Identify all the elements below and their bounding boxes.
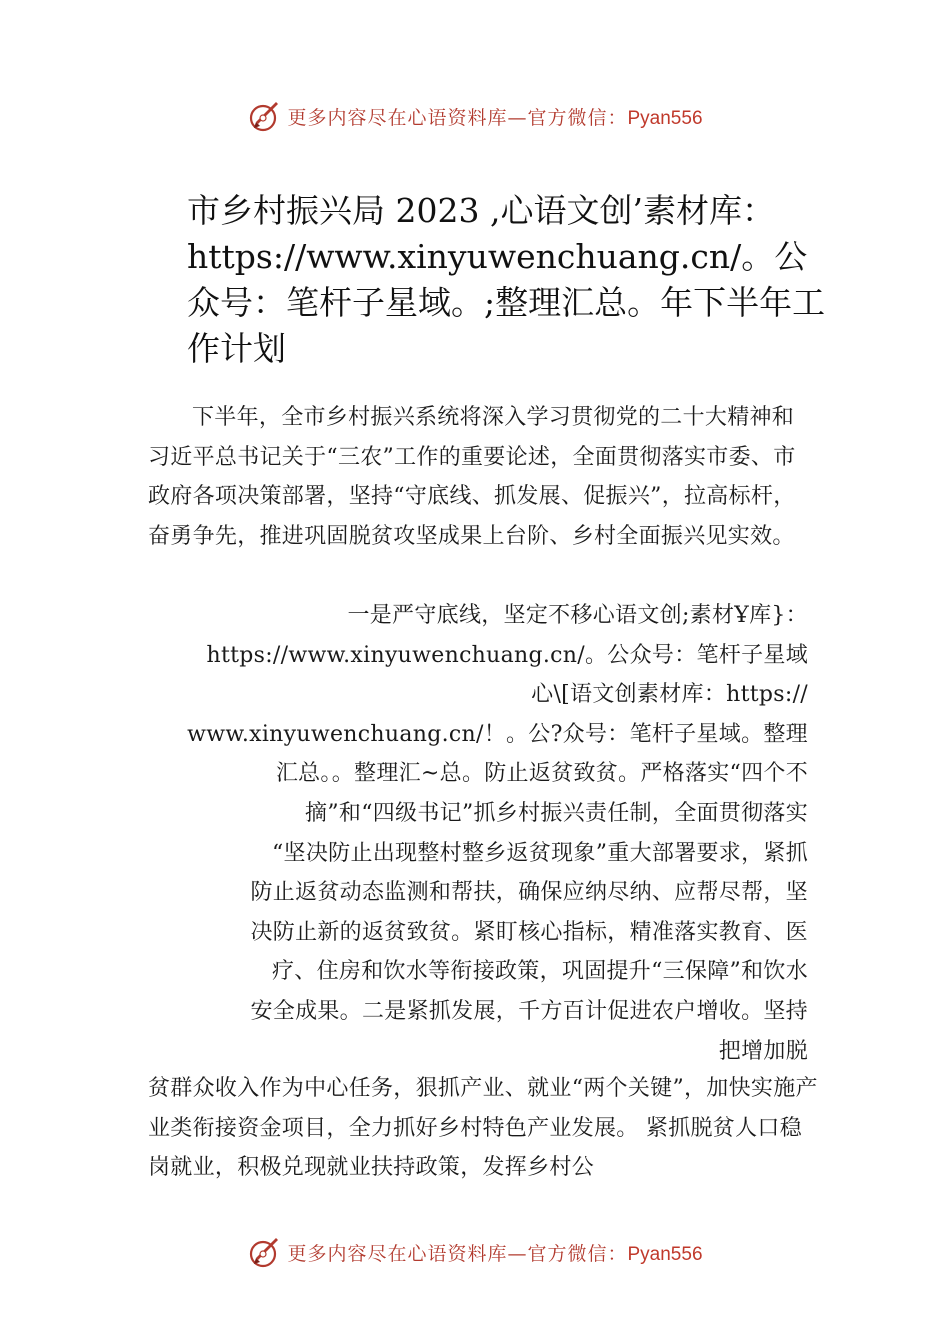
text-line: 把增加脱 bbox=[718, 1038, 808, 1064]
pen-logo-icon bbox=[247, 98, 283, 134]
header-watermark-banner bbox=[0, 96, 950, 136]
text-line: https://www.xinyuwenchuang.cn/。公众号：笔杆子星域 bbox=[206, 642, 808, 668]
footer-watermark-banner bbox=[0, 1232, 950, 1272]
document-title: 市乡村振兴局 2023 ,心语文创’素材库：https://www.xinyuwenchuang.cn/。公众号：笔杆子星域。;整理汇总。年下半年工作计划 bbox=[187, 191, 826, 368]
footer-banner-label: 更多内容尽在心语资料库—官方微信： bbox=[287, 1242, 628, 1265]
text-line: 汇总。。整理汇~总。防止返贫致贫。严格落实“四个不 bbox=[275, 761, 808, 787]
text-line: “坚决防止出现整村整乡返贫现象”重大部署要求，紧抓 bbox=[272, 840, 808, 866]
pen-logo-icon bbox=[247, 1234, 283, 1270]
paragraph-intro: 下半年，全市乡村振兴系统将深入学习贯彻党的二十大精神和习近平总书记关于“三农”工作的重要论述，全面贯彻落实市委、市政府各项决策部署，坚持“守底线、抓发展、促振兴”，拉高标杆，奋勇争先，推进巩固脱贫攻坚成果上台阶、乡村全面振兴见实效。 bbox=[148, 405, 796, 549]
paragraph-section-one bbox=[148, 596, 808, 1071]
text-line: 疗、住房和饮水等衔接政策，巩固提升“三保障”和饮水 bbox=[272, 959, 808, 985]
header-banner-handle: Pyan556 bbox=[627, 107, 703, 129]
text-line: 决防止新的返贫致贫。紧盯核心指标，精准落实教育、医 bbox=[250, 919, 808, 945]
footer-banner-handle: Pyan556 bbox=[627, 1243, 703, 1265]
footer-watermark-text bbox=[287, 1239, 702, 1266]
header-watermark-text bbox=[287, 103, 702, 130]
header-banner-label: 更多内容尽在心语资料库—官方微信： bbox=[287, 106, 628, 129]
text-line: 安全成果。二是紧抓发展，千方百计促进农户增收。坚持 bbox=[250, 998, 808, 1024]
text-line: 一是严守底线，坚定不移心语文创;素材Ұ库}： bbox=[347, 603, 808, 628]
text-line: 心\[语文创素材库：https:// bbox=[531, 682, 808, 708]
text-line: 摘”和“四级书记”抓乡村振兴责任制，全面贯彻落实 bbox=[305, 800, 808, 826]
paragraph-continuation: 贫群众收入作为中心任务，狠抓产业、就业“两个关键”，加快实施产业类衔接资金项目，全力抓好乡村特色产业发展。 紧抓脱贫人口稳岗就业，积极兑现就业扶持政策，发挥乡村公 bbox=[148, 1076, 818, 1181]
text-line: www.xinyuwenchuang.cn/！。公?众号：笔杆子星域。整理 bbox=[187, 721, 808, 747]
text-line: 防止返贫动态监测和帮扶，确保应纳尽纳、应帮尽帮，坚 bbox=[250, 880, 808, 906]
